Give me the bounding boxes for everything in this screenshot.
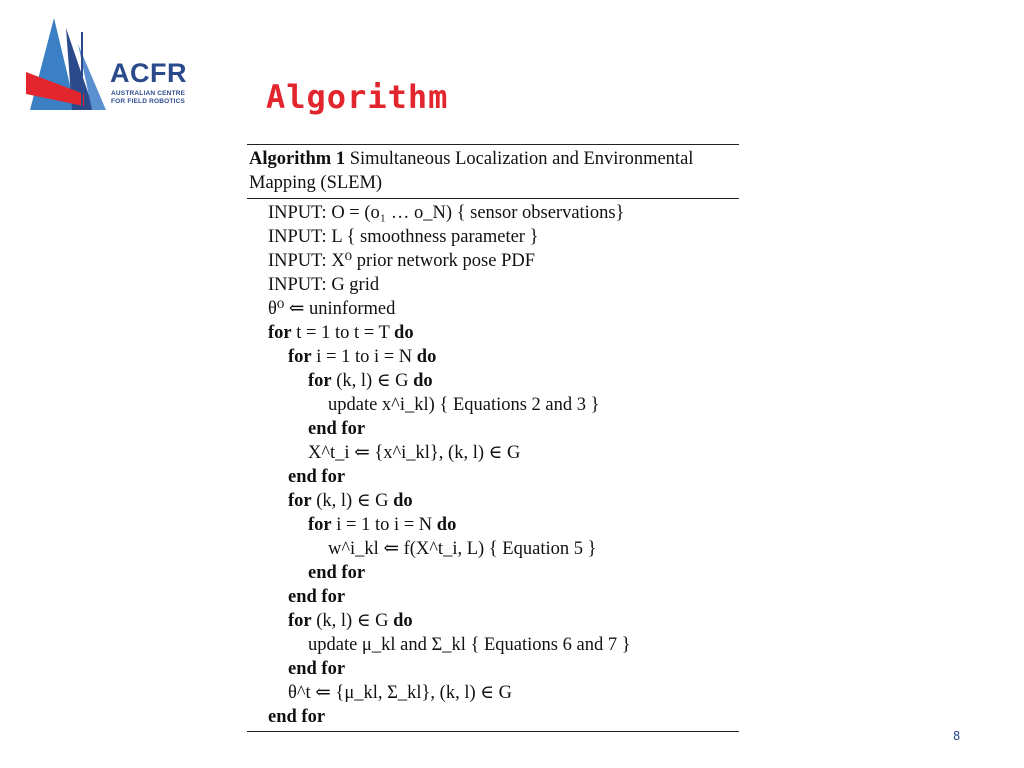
- algorithm-line: w^i_kl ⇐ f(X^t_i, L) { Equation 5 }: [328, 539, 597, 559]
- algorithm-caption-text: Simultaneous Localization and Environmental Mapping (SLEM): [249, 149, 694, 193]
- algorithm-line: end for: [288, 587, 346, 607]
- algorithm-line: for (k, l) ∈ G do: [288, 491, 413, 511]
- algorithm-line: INPUT: G grid: [268, 275, 380, 295]
- algorithm-line: end for: [268, 707, 326, 727]
- logo-subtitle-1: AUSTRALIAN CENTRE: [111, 90, 186, 97]
- logo-subtitle-2: FOR FIELD ROBOTICS: [111, 98, 186, 105]
- page-number: 8: [953, 729, 961, 743]
- acfr-logo: [24, 14, 204, 114]
- algorithm-line: θ⁰ ⇐ uninformed: [268, 299, 396, 319]
- algorithm-line: end for: [308, 563, 366, 583]
- algorithm-line: end for: [308, 419, 366, 439]
- algorithm-label: Algorithm 1: [249, 149, 346, 169]
- algorithm-line: θ^t ⇐ {μ_kl, Σ_kl}, (k, l) ∈ G: [288, 683, 512, 703]
- algorithm-line: end for: [288, 659, 346, 679]
- algorithm-line: end for: [288, 467, 346, 487]
- algorithm-line: INPUT: X⁰ prior network pose PDF: [268, 251, 536, 271]
- algorithm-body: [247, 199, 739, 731]
- algorithm-line: for (k, l) ∈ G do: [288, 611, 413, 631]
- logo-name: ACFR: [110, 58, 187, 88]
- algorithm-line: INPUT: O = (o₁ … o_N) { sensor observations}: [268, 203, 625, 223]
- slide-title: Algorithm: [266, 78, 449, 116]
- algorithm-line: for (k, l) ∈ G do: [308, 371, 433, 391]
- algorithm-line: update μ_kl and Σ_kl { Equations 6 and 7 }: [308, 635, 631, 655]
- algorithm-line: for t = 1 to t = T do: [268, 323, 414, 343]
- algorithm-box: [247, 144, 739, 732]
- algorithm-caption: [247, 145, 739, 198]
- algorithm-line: INPUT: L { smoothness parameter }: [268, 227, 539, 247]
- algorithm-line: update x^i_kl) { Equations 2 and 3 }: [328, 395, 600, 415]
- algorithm-line: X^t_i ⇐ {x^i_kl}, (k, l) ∈ G: [308, 443, 521, 463]
- algorithm-line: for i = 1 to i = N do: [308, 515, 457, 535]
- algorithm-line: for i = 1 to i = N do: [288, 347, 437, 367]
- bottom-rule: [247, 731, 739, 732]
